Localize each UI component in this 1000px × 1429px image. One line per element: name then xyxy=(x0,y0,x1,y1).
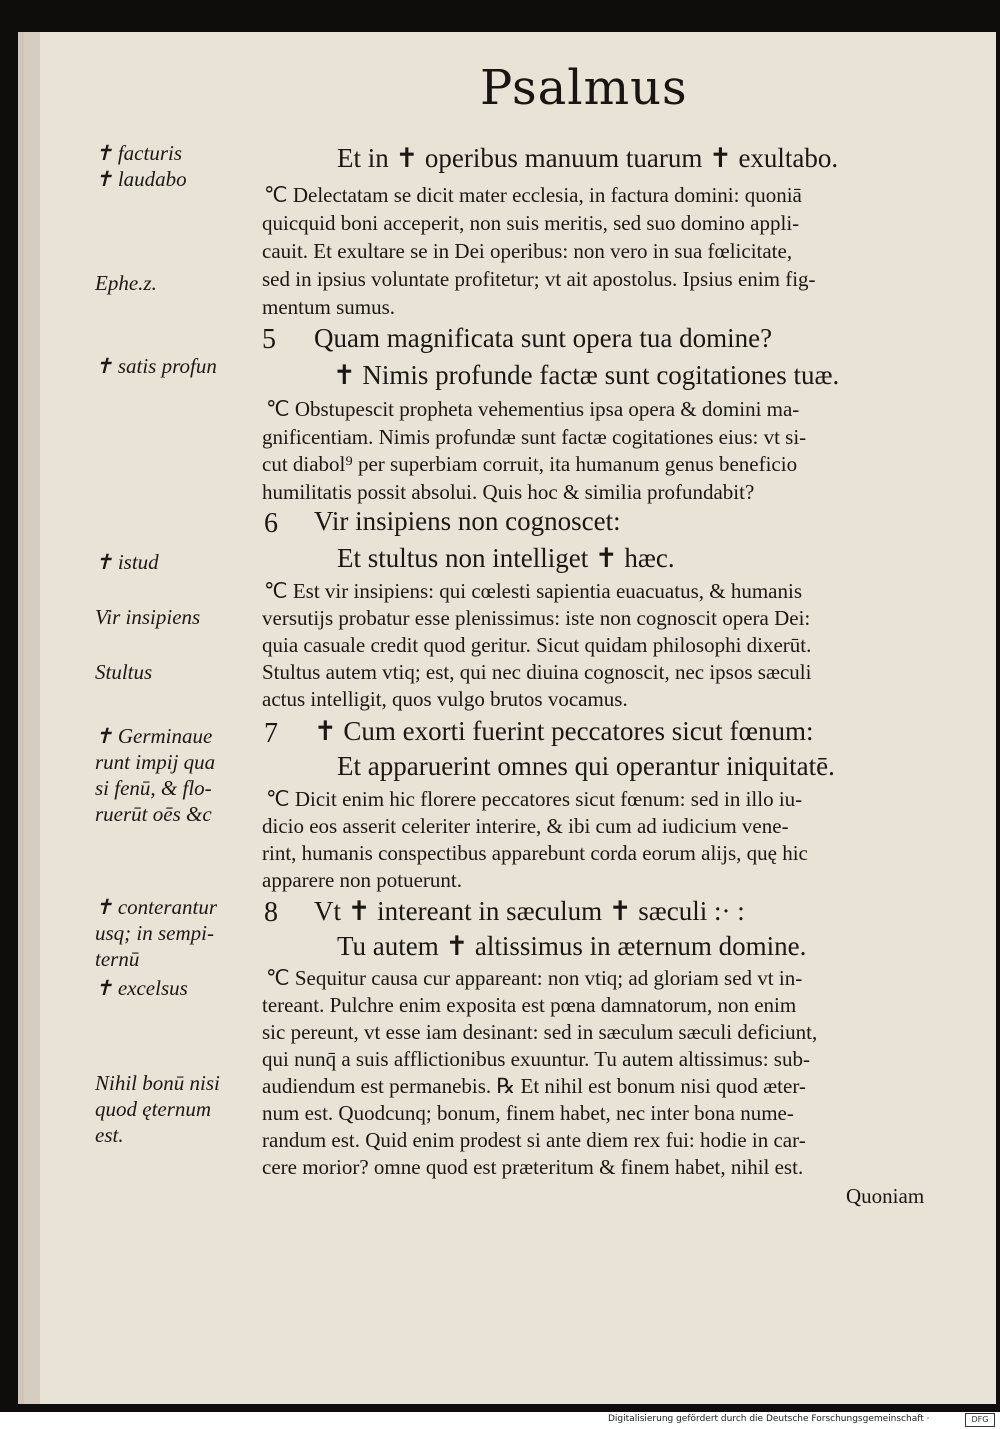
commentary-line: sed in ipsius voluntate profitetur; vt ait apostolus. Ipsius enim fig- xyxy=(262,267,816,291)
commentary-line: rint, humanis conspectibus apparebunt corda eorum alijs, quę hic xyxy=(262,841,808,865)
commentary-line: cut diabol⁹ per superbiam corruit, ita humanum genus beneficio xyxy=(262,452,798,476)
commentary-line: humilitatis possit absolui. Quis hoc & similia profundabit? xyxy=(262,480,755,504)
running-header: Psalmus xyxy=(480,60,688,116)
margin-note: ✝ satis profun xyxy=(95,354,217,378)
commentary-line: dicio eos asserit celeriter interire, & ibi cum ad iudicium vene- xyxy=(262,814,789,838)
verse-line: Vir insipiens non cognoscet: xyxy=(314,506,621,536)
verse-number: 6 xyxy=(264,508,278,539)
commentary-line: ℃ Obstupescit propheta vehementius ipsa opera & domini ma- xyxy=(266,397,800,421)
margin-note: Nihil bonū nisi quod ęternum est. xyxy=(95,1071,220,1147)
commentary-line: gnificentiam. Nimis profundæ sunt factæ cogitationes eius: vt si- xyxy=(262,425,807,449)
margin-note: Vir insipiens xyxy=(95,605,201,629)
commentary-line: num est. Quodcunq; bonum, finem habet, nec inter bona nume- xyxy=(262,1101,794,1125)
commentary-line: ℃ Est vir insipiens: qui cœlesti sapientia euacuatus, & humanis xyxy=(264,579,802,603)
commentary-line: audiendum est permanebis. ℞ Et nihil est bonum nisi quod æter- xyxy=(262,1074,806,1098)
verse-line: ✝ Cum exorti fuerint peccatores sicut fœnum: xyxy=(314,716,814,746)
margin-note: ✝ excelsus xyxy=(95,976,188,1000)
margin-note: ✝ Germinaue runt impij qua si fenū, & flo- ruerūt oēs &c xyxy=(95,724,216,826)
verse-line: Et apparuerint omnes qui operantur iniquitatē. xyxy=(337,751,835,781)
commentary-line: quia casuale credit quod geritur. Sicut quidam philosophi dixerūt. xyxy=(262,633,812,657)
commentary-line: quicquid boni acceperit, non suis meritis, sed suo domino appli- xyxy=(262,211,800,235)
verse-line: Et in ✝ operibus manuum tuarum ✝ exultabo. xyxy=(337,143,839,173)
verse-line: Tu autem ✝ altissimus in æternum domine. xyxy=(337,931,807,961)
margin-note: ✝ facturis ✝ laudabo xyxy=(95,141,187,191)
catchword: Quoniam xyxy=(846,1184,925,1208)
page-gutter xyxy=(24,32,40,1404)
commentary-line: actus intelligit, quos vulgo brutos vocamus. xyxy=(262,687,628,711)
commentary-line: ℃ Sequitur causa cur appareant: non vtiq; ad gloriam sed vt in- xyxy=(266,966,803,990)
commentary-line: cere morior? omne quod est præteritum & finem habet, nihil est. xyxy=(262,1155,804,1179)
verse-line: Et stultus non intelliget ✝ hæc. xyxy=(337,543,675,573)
dfg-logo: DFG xyxy=(965,1413,995,1427)
verse-line: ✝ Nimis profunde factæ sunt cogitationes tuæ. xyxy=(333,360,840,390)
commentary-line: ℃ Dicit enim hic florere peccatores sicut fœnum: sed in illo iu- xyxy=(266,787,803,811)
margin-note: ✝ conterantur usq; in sempi- ternū xyxy=(95,895,218,971)
commentary-line: sic pereunt, vt esse iam desinant: sed in sæculum sæculi deficiunt, xyxy=(262,1020,818,1044)
verse-number: 8 xyxy=(264,897,278,928)
footer-text: Digitalisierung gefördert durch die Deutsche Forschungsgemeinschaft · xyxy=(608,1414,930,1424)
commentary-line: Stultus autem vtiq; est, qui nec diuina cognoscit, nec ipsos sæculi xyxy=(262,660,812,684)
commentary-line: versutijs probatur esse plenissimus: iste non cognoscit opera Dei: xyxy=(262,606,811,630)
commentary-line: mentum sumus. xyxy=(262,295,396,319)
margin-note: ✝ istud xyxy=(95,550,159,574)
verse-line: Quam magnificata sunt opera tua domine? xyxy=(314,323,773,353)
commentary-line: tereant. Pulchre enim exposita est pœna damnatorum, non enim xyxy=(262,993,797,1017)
commentary-line: ℃ Delectatam se dicit mater ecclesia, in factura domini: quoniā xyxy=(264,183,802,207)
verse-number: 5 xyxy=(262,324,276,355)
commentary-line: apparere non potuerunt. xyxy=(262,868,463,892)
margin-note: Ephe.z. xyxy=(95,271,157,295)
commentary-line: cauit. Et exultare se in Dei operibus: non vero in sua fœlicitate, xyxy=(262,239,793,263)
margin-note: Stultus xyxy=(95,660,153,684)
verse-number: 7 xyxy=(264,718,278,749)
commentary-line: randum est. Quid enim prodest si ante diem rex fui: hodie in car- xyxy=(262,1128,806,1152)
commentary-line: qui nunq̄ a suis afflictionibus exuuntur. Tu autem altissimus: sub- xyxy=(262,1047,810,1071)
verse-line: Vt ✝ intereant in sæculum ✝ sæculi :· : xyxy=(314,896,745,926)
